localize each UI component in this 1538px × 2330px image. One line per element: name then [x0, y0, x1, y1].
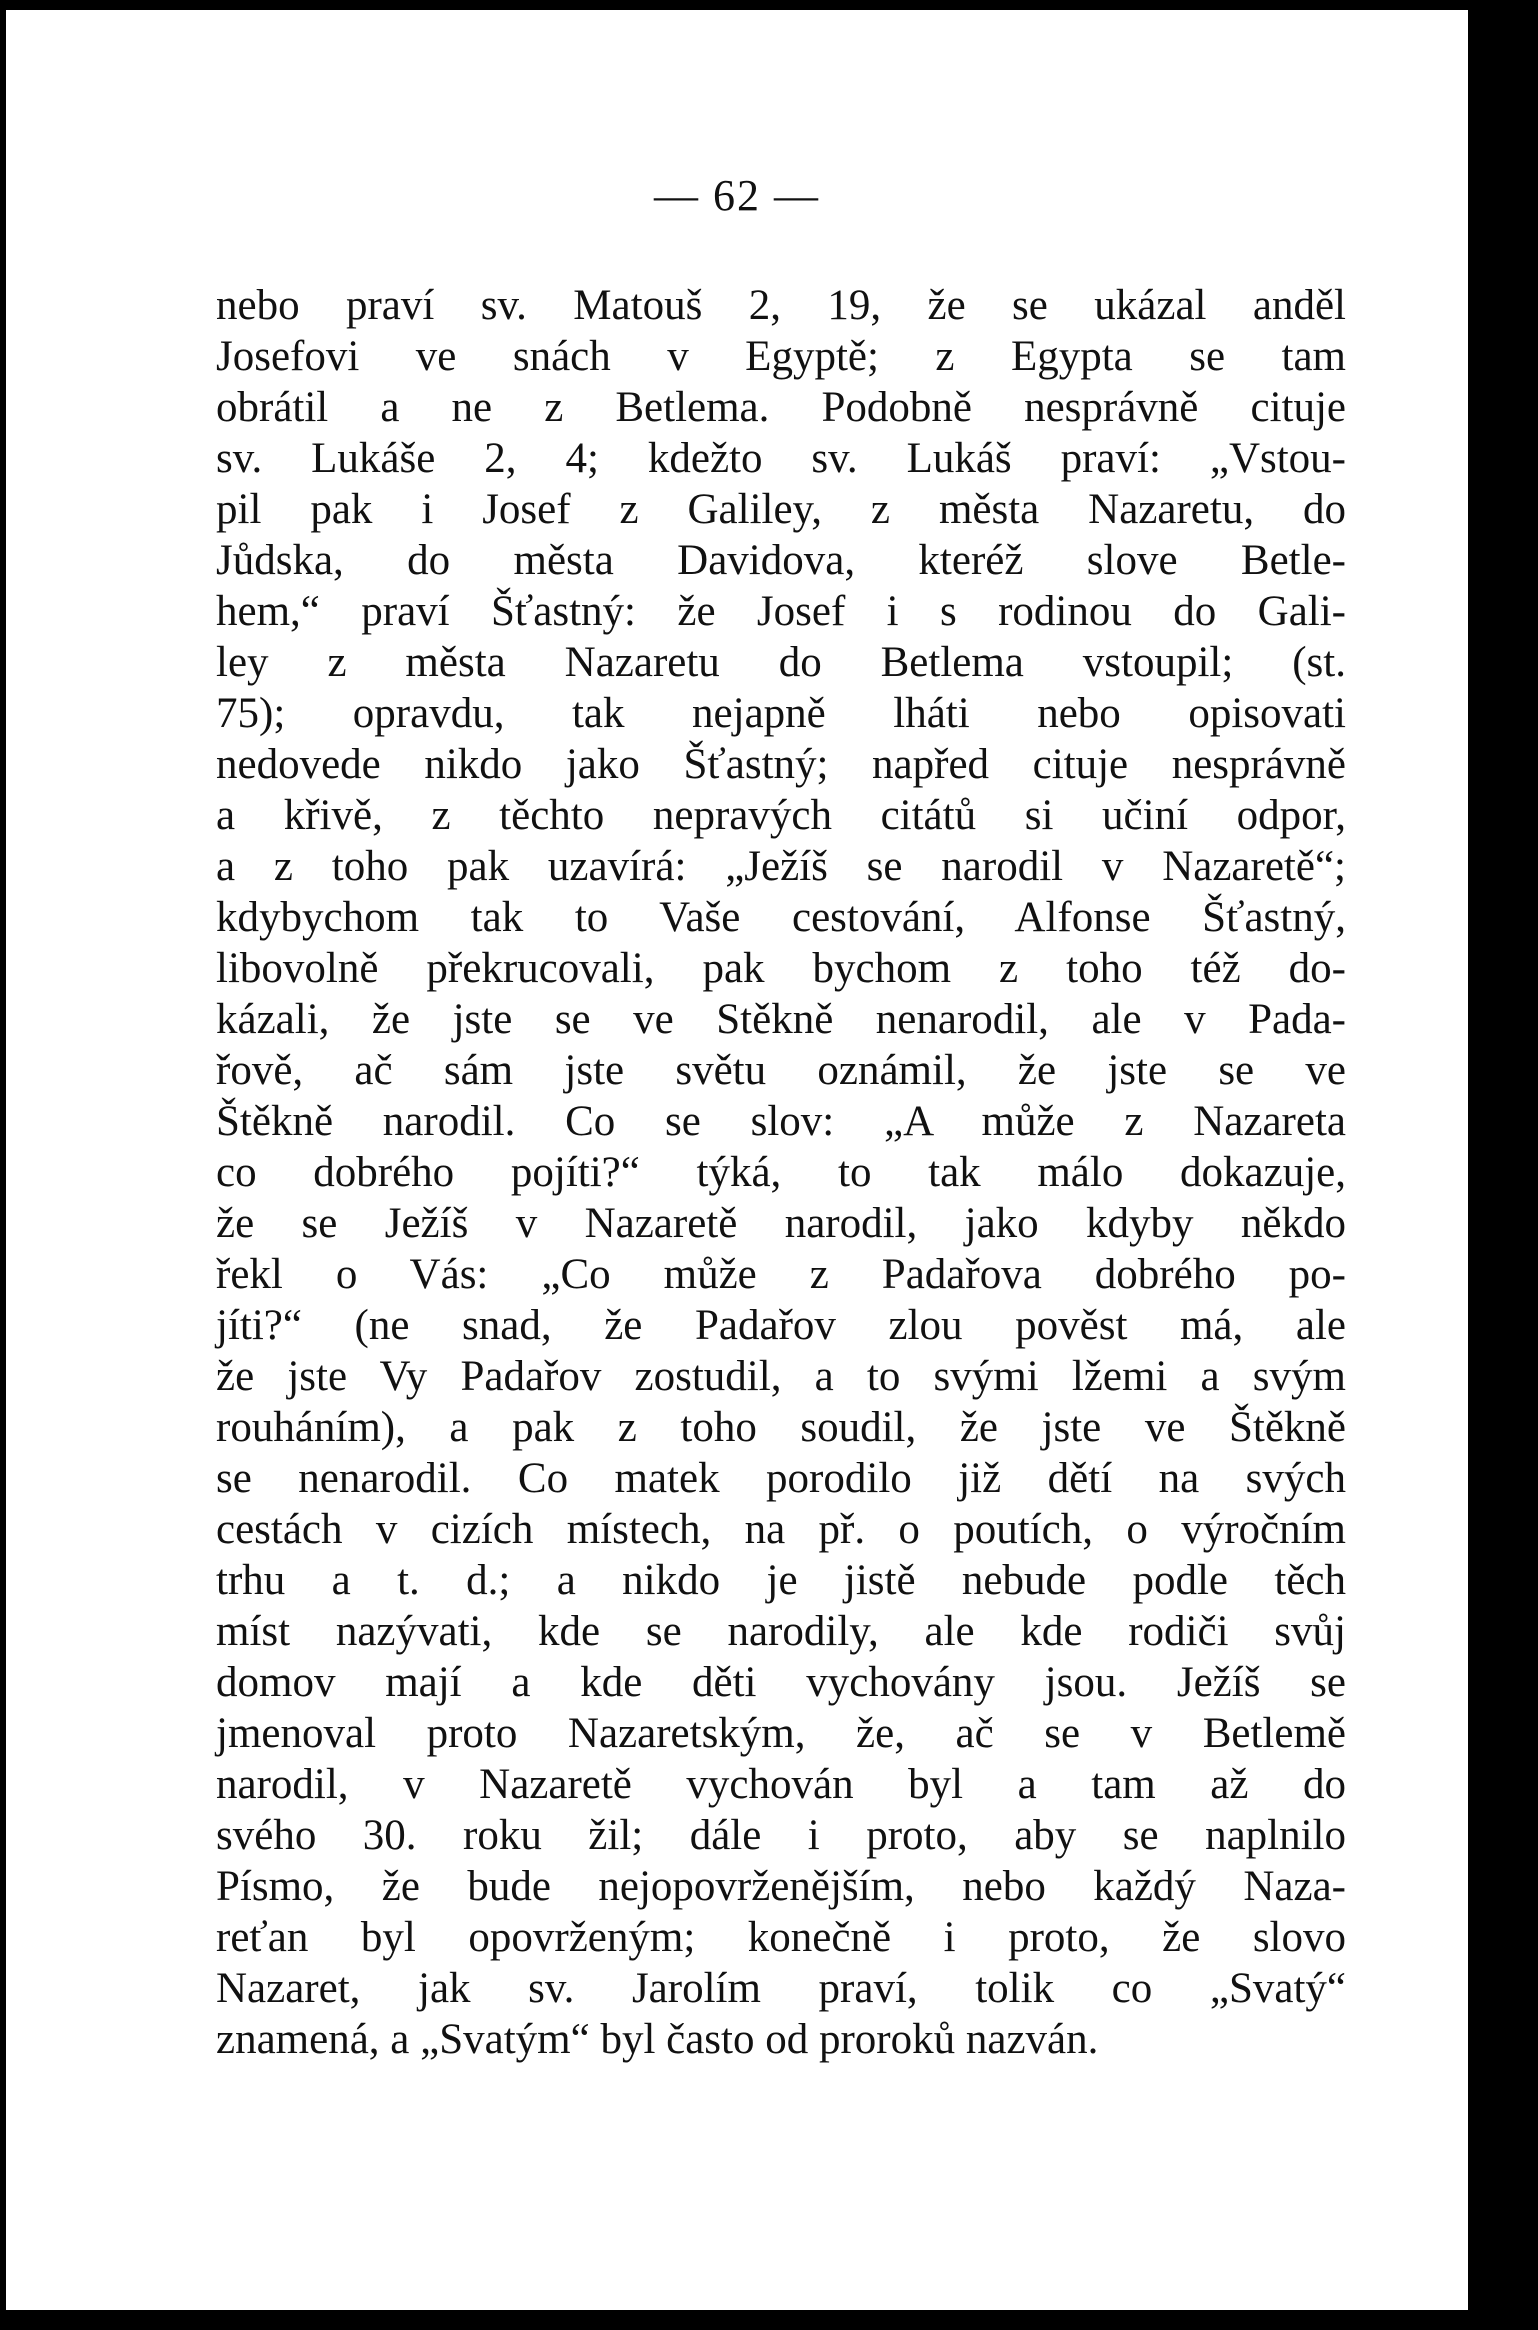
text-line: svého 30. roku žil; dále i proto, aby se naplnilo: [216, 1812, 1346, 1859]
text-line: Nazaret, jak sv. Jarolím praví, tolik co „Svatý“: [216, 1965, 1346, 2012]
text-line: domov mají a kde děti vychovány jsou. Ježíš se: [216, 1659, 1346, 1706]
text-line: Písmo, že bude nejopovrženějším, nebo každý Naza-: [216, 1863, 1346, 1910]
text-line: jmenoval proto Nazaretským, že, ač se v Betlemě: [216, 1710, 1346, 1757]
text-line: řekl o Vás: „Co může z Padařova dobrého po-: [216, 1251, 1346, 1298]
text-line: obrátil a ne z Betlema. Podobně nesprávně cituje: [216, 384, 1346, 431]
book-page: [6, 10, 1468, 2310]
text-line: nebo praví sv. Matouš 2, 19, že se ukázal anděl: [216, 282, 1346, 329]
text-line: narodil, v Nazaretě vychován byl a tam až do: [216, 1761, 1346, 1808]
text-line: kdybychom tak to Vaše cestování, Alfonse Šťastný,: [216, 894, 1346, 941]
scan-border: [1468, 0, 1538, 2330]
text-line: 75); opravdu, tak nejapně lháti nebo opisovati: [216, 690, 1346, 737]
body-text: [216, 280, 1346, 2065]
text-line: nedovede nikdo jako Šťastný; napřed cituje nesprávně: [216, 741, 1346, 788]
text-line: kázali, že jste se ve Stěkně nenarodil, ale v Pada-: [216, 996, 1346, 1043]
text-line: ley z města Nazaretu do Betlema vstoupil; (st.: [216, 639, 1346, 686]
text-line: míst nazývati, kde se narodily, ale kde rodiči svůj: [216, 1608, 1346, 1655]
text-line: co dobrého pojíti?“ týká, to tak málo dokazuje,: [216, 1149, 1346, 1196]
text-line: Štěkně narodil. Co se slov: „A může z Nazareta: [216, 1098, 1346, 1145]
text-line: a křivě, z těchto nepravých citátů si učiní odpor,: [216, 792, 1346, 839]
text-line: řově, ač sám jste světu oznámil, že jste se ve: [216, 1047, 1346, 1094]
text-line: trhu a t. d.; a nikdo je jistě nebude podle těch: [216, 1557, 1346, 1604]
text-line: libovolně překrucovali, pak bychom z toho též do-: [216, 945, 1346, 992]
text-line: se nenarodil. Co matek porodilo již dětí na svých: [216, 1455, 1346, 1502]
text-line: cestách v cizích místech, na př. o poutích, o výročním: [216, 1506, 1346, 1553]
page-number: — 62 —: [654, 171, 820, 220]
text-line: reťan byl opovrženým; konečně i proto, že slovo: [216, 1914, 1346, 1961]
text-line: pil pak i Josef z Galiley, z města Nazaretu, do: [216, 486, 1346, 533]
text-line: a z toho pak uzavírá: „Ježíš se narodil v Nazaretě“;: [216, 843, 1346, 890]
text-line: že jste Vy Padařov zostudil, a to svými lžemi a svým: [216, 1353, 1346, 1400]
text-line: Jůdska, do města Davidova, kteréž slove Betle-: [216, 537, 1346, 584]
text-line: že se Ježíš v Nazaretě narodil, jako kdyby někdo: [216, 1200, 1346, 1247]
text-line: znamená, a „Svatým“ byl často od proroků nazván.: [216, 2016, 1099, 2063]
text-line: hem,“ praví Šťastný: že Josef i s rodinou do Gali-: [216, 588, 1346, 635]
text-line: sv. Lukáše 2, 4; kdežto sv. Lukáš praví: „Vstou-: [216, 435, 1346, 482]
text-line: jíti?“ (ne snad, že Padařov zlou pověst má, ale: [216, 1302, 1346, 1349]
text-line: rouháním), a pak z toho soudil, že jste ve Štěkně: [216, 1404, 1346, 1451]
text-line: Josefovi ve snách v Egyptě; z Egypta se tam: [216, 333, 1346, 380]
